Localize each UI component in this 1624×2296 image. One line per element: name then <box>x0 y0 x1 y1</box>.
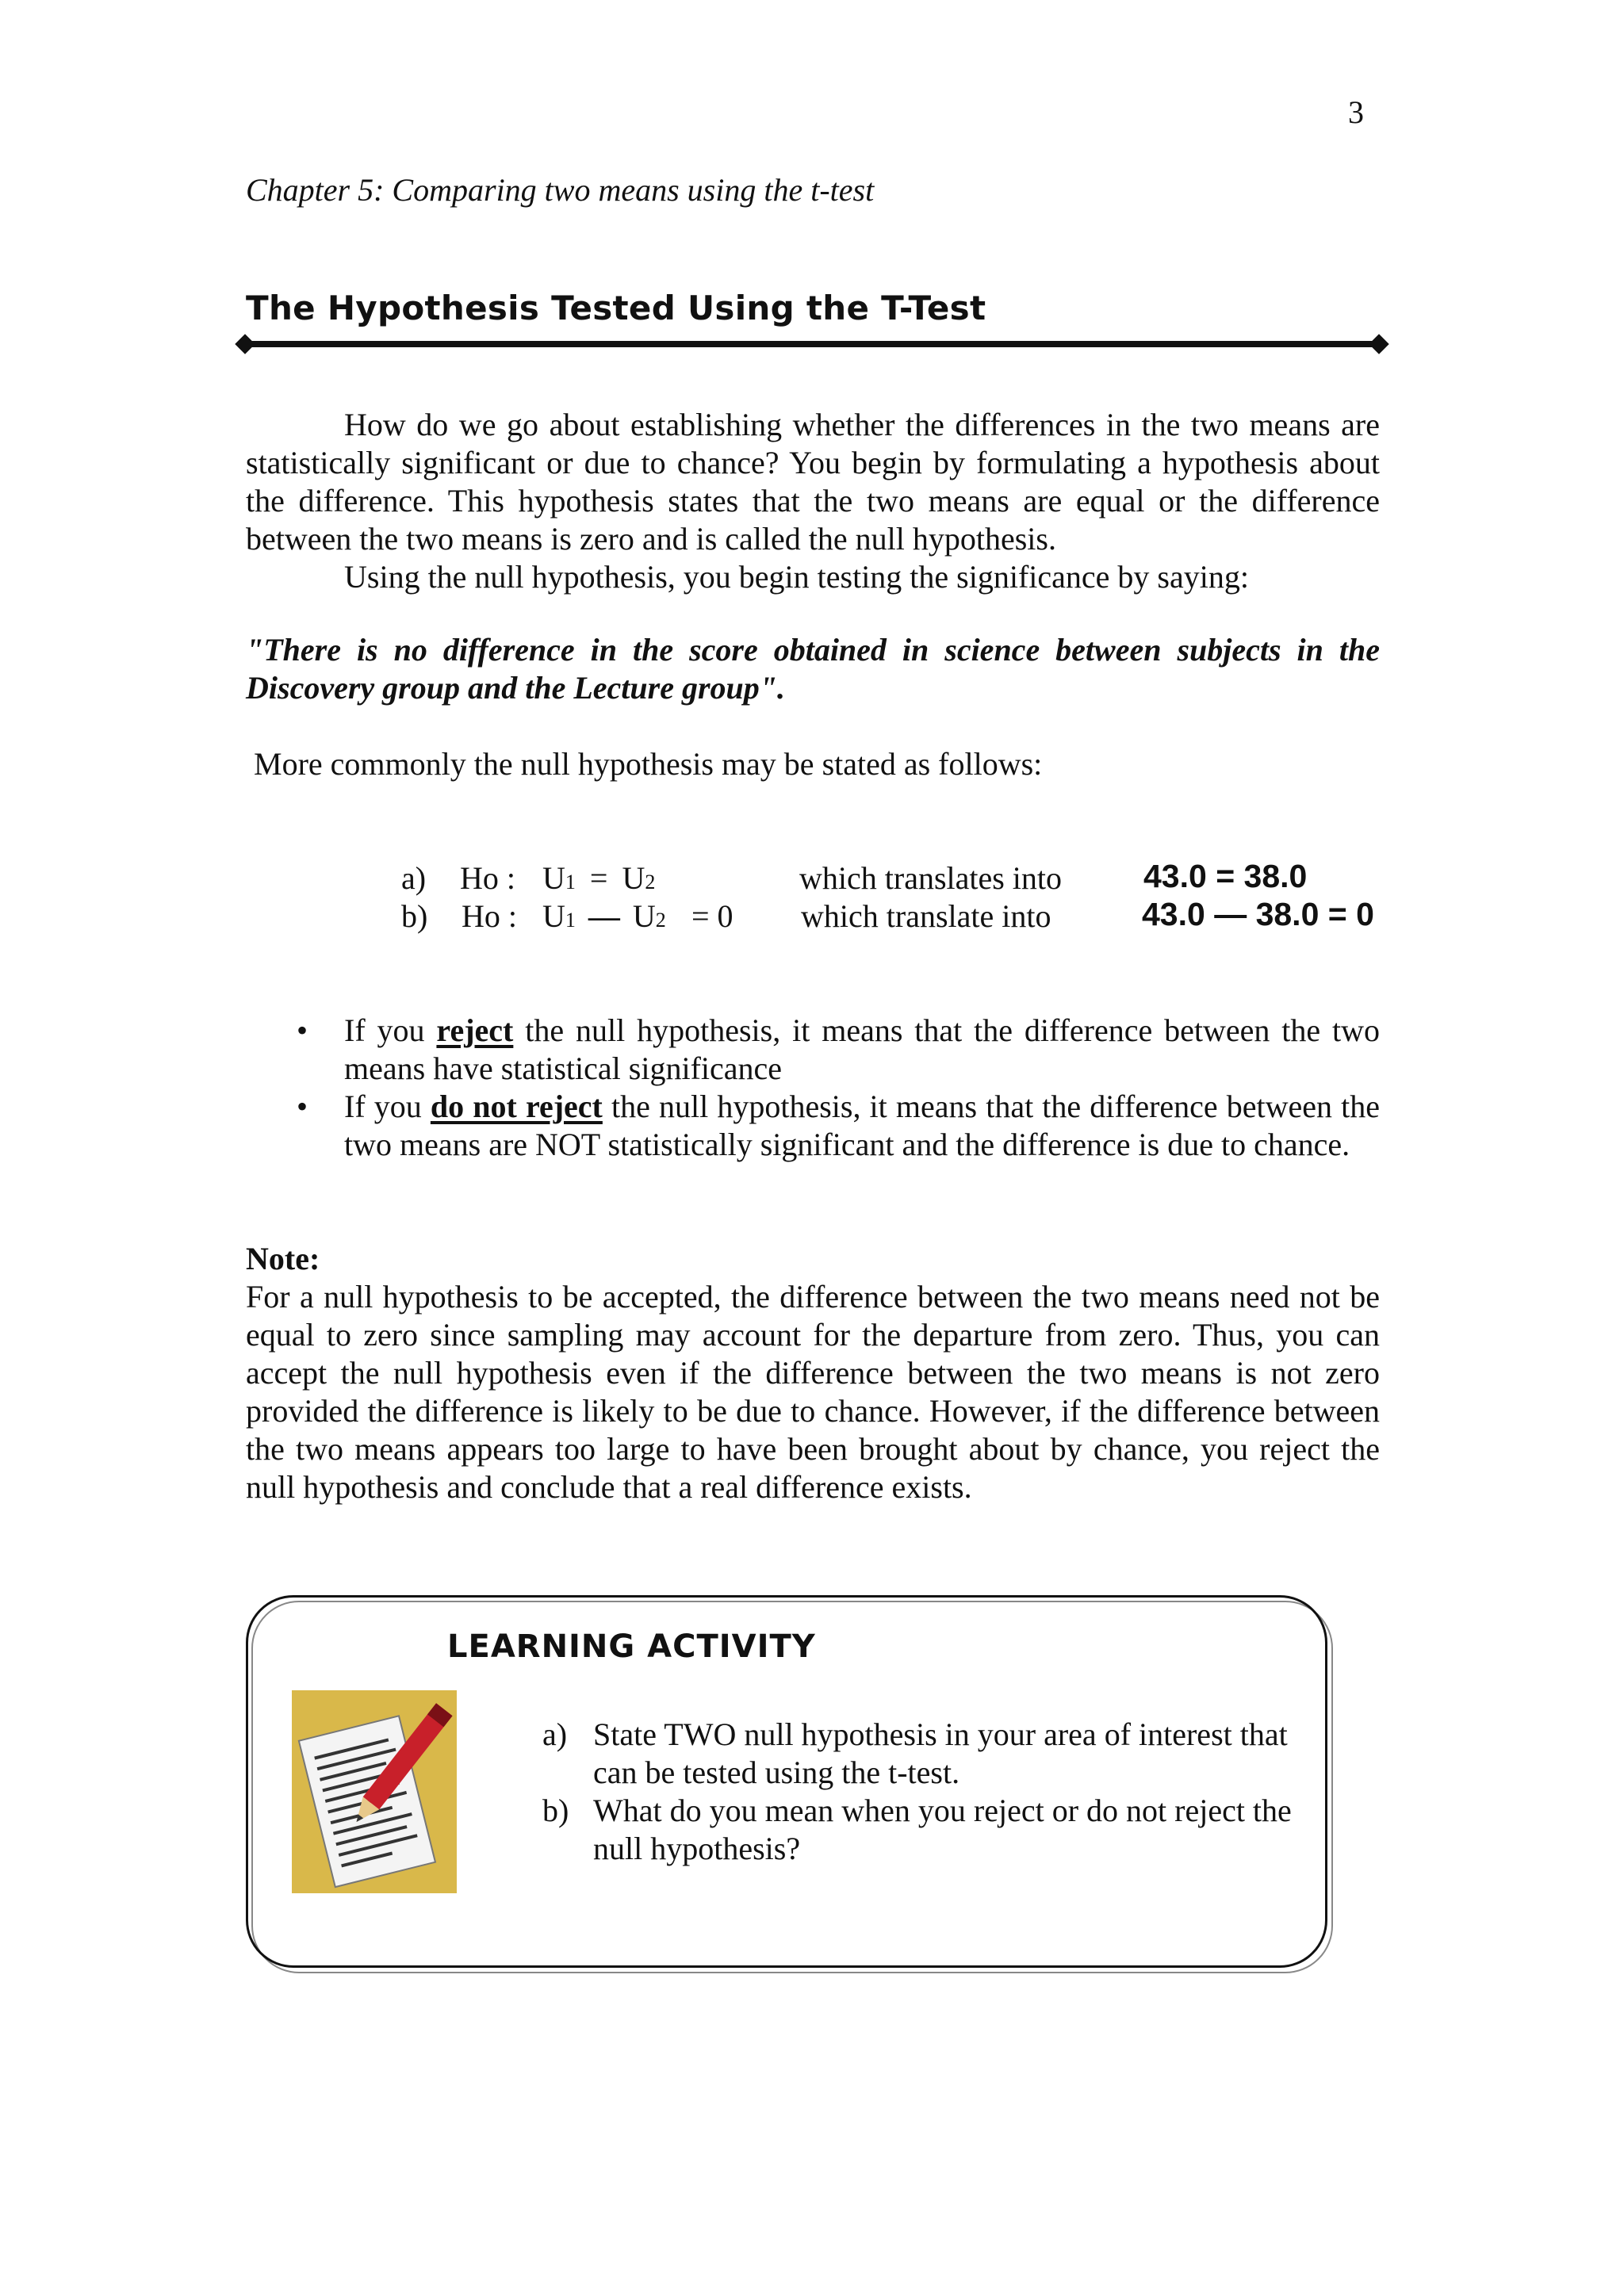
equation-marker: a) <box>401 860 427 896</box>
equation-result: 43.0 = 38.0 <box>1143 858 1308 894</box>
equation-ho: Ho : <box>460 860 515 896</box>
equation-lhs: U1 — U2 <box>542 898 666 934</box>
bullet-reject: If you reject the null hypothesis, it means that the difference between the two means have statistical significance <box>344 1012 1381 1086</box>
intro-paragraph-2: Using the null hypothesis, you begin testing the significance by saying: <box>344 559 1249 595</box>
intro-paragraph: How do we go about establishing whether the differences in the two means are statistically significant or due to chance? You begin by formulating a hypothesis about the difference. This hypothesis states that the two means are equal or the difference between the two means is zero and is called the null hypothesis. <box>246 407 1380 557</box>
bullet-dot-icon: • <box>297 1089 308 1124</box>
document-pencil-icon <box>292 1690 457 1893</box>
equation-marker: b) <box>401 898 428 934</box>
section-title: The Hypothesis Tested Using the T-Test <box>246 289 986 327</box>
title-divider <box>243 341 1381 347</box>
bullet-dot-icon: • <box>297 1012 308 1048</box>
chapter-header: Chapter 5: Comparing two means using the t-test <box>246 172 875 208</box>
equation-equals-zero: = 0 <box>691 898 733 934</box>
bullet-do-not-reject: If you do not reject the null hypothesis, it means that the difference between the two means are NOT statistically significant and the difference is due to chance. <box>344 1089 1381 1162</box>
equation-result: 43.0 — 38.0 = 0 <box>1142 896 1374 932</box>
page-number: 3 <box>1348 94 1364 130</box>
common-statement: More commonly the null hypothesis may be stated as follows: <box>254 746 1043 782</box>
note-text: For a null hypothesis to be accepted, the difference between the two means need not be equal to zero since sampling may account for the departure from zero. Thus, you can accept the null hypothesis even if the difference between the two means is not zero provided the difference is likely to be due to chance. However, if the difference between the two means appears too large to have been brought about by chance, you reject the null hypothesis and conclude that a real difference exists. <box>246 1279 1380 1505</box>
activity-title: LEARNING ACTIVITY <box>447 1628 816 1665</box>
equation-translation-text: which translate into <box>801 898 1051 934</box>
activity-item: a) State TWO null hypothesis in your area of interest that can be tested using the t-test. <box>542 1716 1288 1790</box>
rule-right-diamond-icon <box>1369 334 1388 354</box>
note-section <box>246 1240 1380 1506</box>
equation-ho: Ho : <box>462 898 517 934</box>
equation-lhs: U1 = U2 <box>542 860 656 896</box>
equation-translation-text: which translates into <box>799 860 1063 896</box>
equation-row-b <box>401 897 427 935</box>
null-hypothesis-quote: "There is no difference in the score obtained in science between subjects in the Discovery group and the Lecture group". <box>246 632 1380 706</box>
activity-list <box>542 1716 1304 1868</box>
intro-block <box>246 406 1380 596</box>
note-label: Note: <box>246 1241 320 1276</box>
activity-item: b) What do you mean when you reject or do not reject the null hypothesis? <box>542 1793 1292 1866</box>
equation-row-a <box>401 859 426 897</box>
